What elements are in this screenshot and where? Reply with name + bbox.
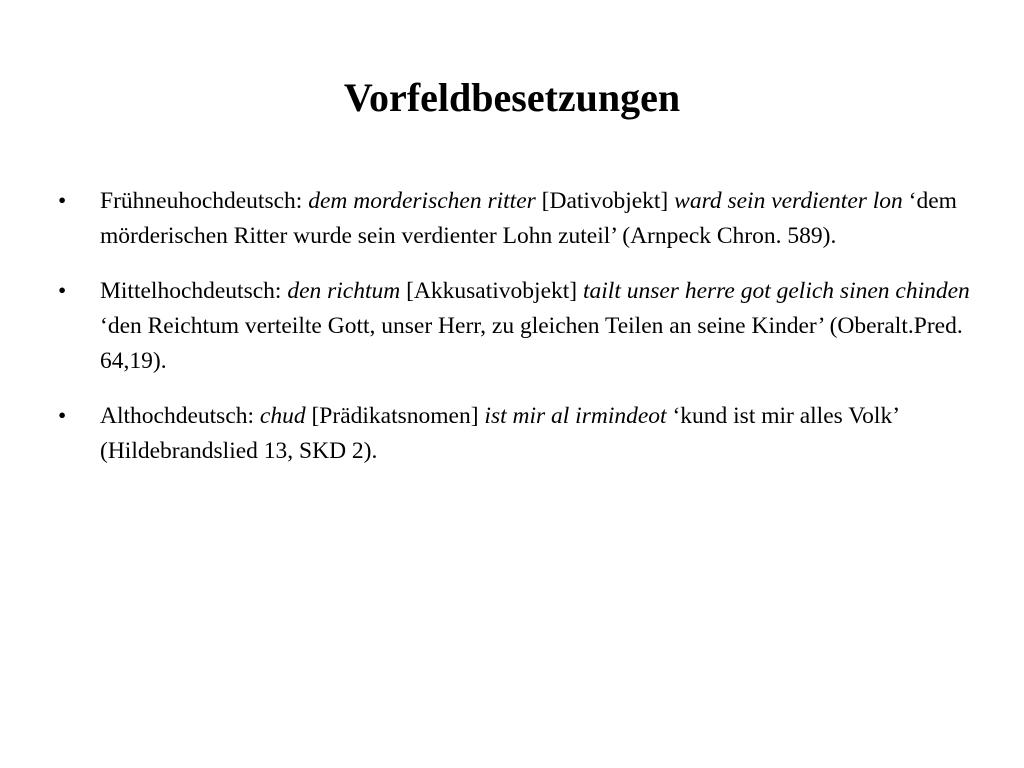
bullet-item-althochdeutsch (58, 399, 970, 469)
grammatical-category: [Akkusativobjekt] (406, 278, 578, 304)
grammatical-category: [Dativobjekt] (541, 188, 669, 214)
translation: ‘kund ist mir alles Volk’ (672, 403, 899, 429)
bullet-list (58, 184, 970, 489)
grammatical-category: [Prädikatsnomen] (311, 403, 479, 429)
translation: ‘den Reichtum verteilte Gott, unser Herr, zu gleichen Teilen an seine Kinder’ (100, 313, 824, 339)
translation: ‘dem mörderischen Ritter wurde sein verdienter Lohn zuteil’ (100, 188, 957, 249)
example-phrase: den richtum (287, 278, 401, 304)
bullet-dot-icon: • (58, 188, 67, 214)
source-reference: (Hildebrandslied 13, SKD 2). (100, 438, 378, 464)
bullet-item-mittelhochdeutsch (58, 274, 970, 379)
source-reference: (Arnpeck Chron. 589). (622, 223, 837, 249)
example-phrase: chud (259, 403, 306, 429)
example-rest: ist mir al irmindeot (484, 403, 667, 429)
example-rest: tailt unser herre got gelich sinen chinden (582, 278, 970, 304)
source-reference: (Oberalt.Pred. 64,19). (100, 313, 963, 374)
bullet-dot-icon: • (58, 278, 67, 304)
bullet-label: Mittelhochdeutsch: (100, 278, 282, 304)
example-phrase: dem morderischen ritter (308, 188, 536, 214)
bullet-dot-icon: • (58, 403, 67, 429)
example-rest: ward sein verdienter lon (674, 188, 903, 214)
bullet-label: Althochdeutsch: (100, 403, 255, 429)
bullet-item-fruehneuhochdeutsch (58, 184, 970, 254)
slide-title: Vorfeldbesetzungen (343, 75, 681, 120)
bullet-label: Frühneuhochdeutsch: (100, 188, 303, 214)
